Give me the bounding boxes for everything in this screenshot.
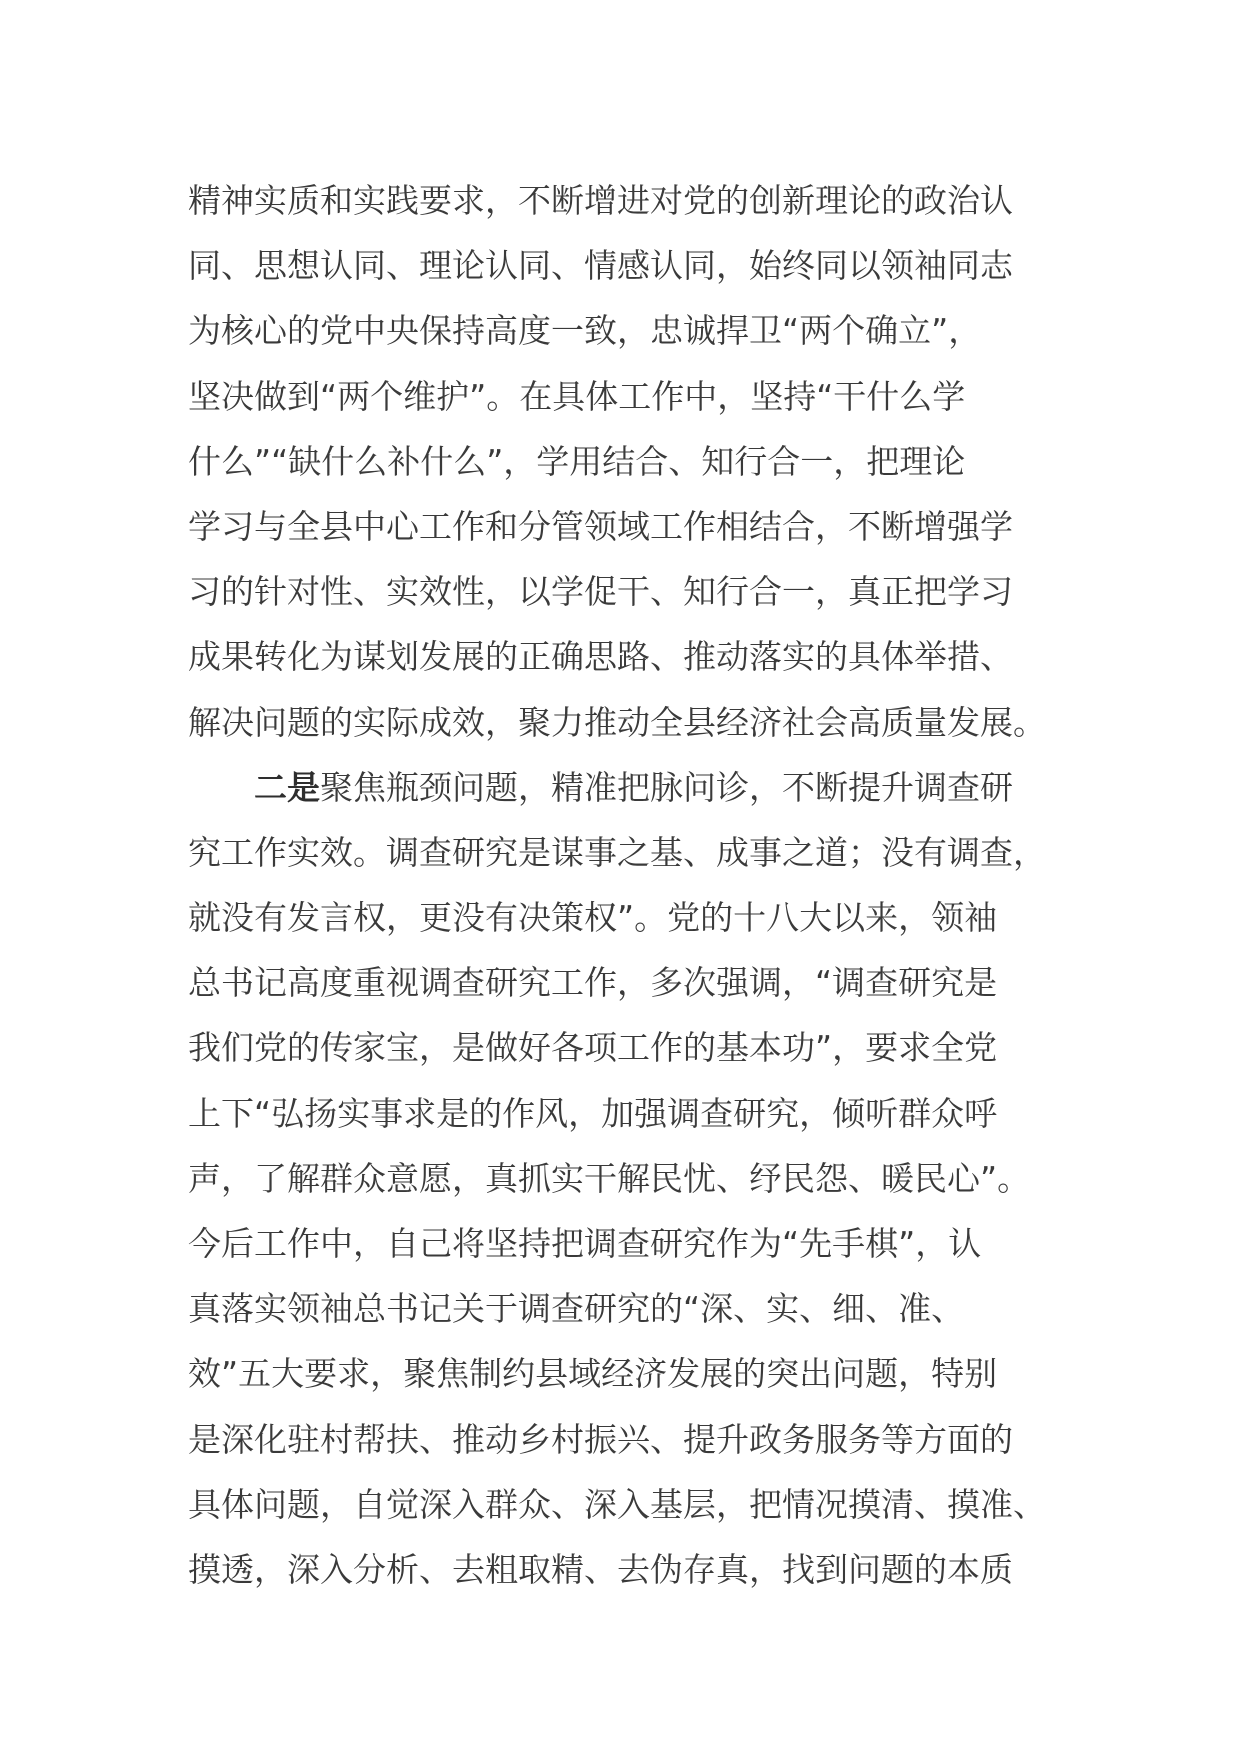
- paragraph-2-lead-text: 聚焦瓶颈问题，精准把脉问诊，不断提升调查研: [320, 767, 1013, 807]
- paragraph-2-lead-bold: 二是: [254, 767, 320, 807]
- text-line: 什么”“缺什么补什么”，学用结合、知行合一，把理论: [188, 441, 966, 481]
- text-line: 上下“弘扬实事求是的作风，加强调查研究，倾听群众呼: [188, 1093, 998, 1133]
- text-line: 同、思想认同、理论认同、情感认同，始终同以领袖同志: [188, 246, 1013, 286]
- text-line: 效”五大要求，聚焦制约县域经济发展的突出问题，特别: [188, 1354, 998, 1394]
- text-line: 我们党的传家宝，是做好各项工作的基本功”，要求全党: [188, 1028, 998, 1068]
- text-line: 是深化驻村帮扶、推动乡村振兴、提升政务服务等方面的: [188, 1419, 1013, 1459]
- text-line: 具体问题，自觉深入群众、深入基层，把情况摸清、摸准、: [188, 1484, 1046, 1524]
- text-line: 究工作实效。调查研究是谋事之基、成事之道；没有调查，: [188, 832, 1046, 872]
- text-line: 解决问题的实际成效，聚力推动全县经济社会高质量发展。: [188, 702, 1046, 742]
- text-line: 成果转化为谋划发展的正确思路、推动落实的具体举措、: [188, 637, 1013, 677]
- text-line: 精神实质和实践要求，不断增进对党的创新理论的政治认: [188, 181, 1013, 220]
- text-line: 摸透，深入分析、去粗取精、去伪存真，找到问题的本质: [188, 1549, 1013, 1589]
- text-line: 声，了解群众意愿，真抓实干解民忧、纾民怨、暖民心”。: [188, 1158, 1031, 1198]
- text-line: 坚决做到“两个维护”。在具体工作中，坚持“干什么学: [188, 376, 966, 416]
- paragraph-2-first-line: [188, 755, 1068, 820]
- text-line: 真落实领袖总书记关于调查研究的“深、实、细、准、: [188, 1289, 965, 1329]
- text-line: 为核心的党中央保持高度一致，忠诚捍卫“两个确立”，: [188, 311, 982, 351]
- text-line: 就没有发言权，更没有决策权”。党的十八大以来，领袖: [188, 898, 998, 938]
- body-text: [188, 168, 1068, 1602]
- text-line: 习的针对性、实效性，以学促干、知行合一，真正把学习: [188, 572, 1013, 612]
- text-line: 总书记高度重视调查研究工作，多次强调，“调查研究是: [188, 963, 998, 1003]
- text-line: 今后工作中，自己将坚持把调查研究作为“先手棋”，认: [188, 1224, 982, 1263]
- text-line: 学习与全县中心工作和分管领域工作相结合，不断增强学: [188, 506, 1013, 546]
